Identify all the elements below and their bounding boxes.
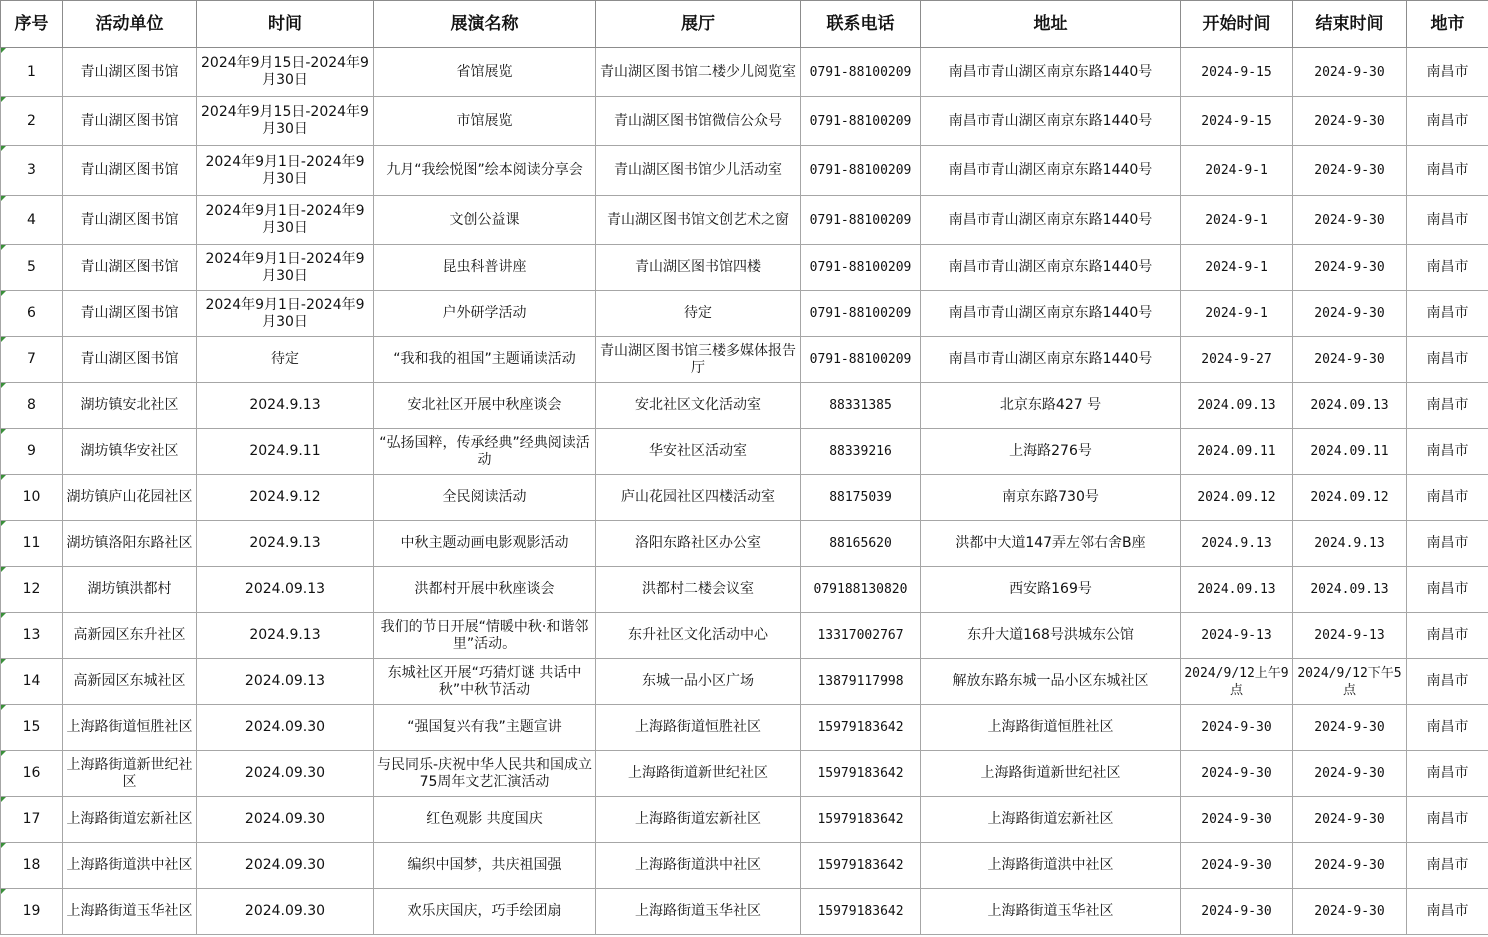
cell-organizer[interactable]: 上海路街道洪中社区 [63, 843, 197, 889]
cell-index[interactable]: 12 [1, 567, 63, 613]
cell-venue[interactable]: 东升社区文化活动中心 [596, 613, 801, 659]
table-row[interactable] [1, 291, 1488, 337]
cell-time[interactable]: 2024.9.11 [197, 429, 374, 475]
cell-event-name[interactable]: 编织中国梦，共庆祖国强 [374, 843, 596, 889]
col-header-index[interactable]: 序号 [1, 1, 63, 48]
cell-index[interactable]: 8 [1, 383, 63, 429]
cell-start-time[interactable]: 2024.9.13 [1181, 521, 1293, 567]
cell-venue[interactable]: 洛阳东路社区办公室 [596, 521, 801, 567]
table-row[interactable] [1, 843, 1488, 889]
cell-city[interactable]: 南昌市 [1407, 196, 1488, 245]
cell-event-name[interactable]: 全民阅读活动 [374, 475, 596, 521]
cell-address[interactable]: 解放东路东城一品小区东城社区 [921, 659, 1181, 705]
cell-city[interactable]: 南昌市 [1407, 889, 1488, 935]
cell-address[interactable]: 东升大道168号洪城东公馆 [921, 613, 1181, 659]
cell-time[interactable]: 2024.9.12 [197, 475, 374, 521]
cell-organizer[interactable]: 青山湖区图书馆 [63, 291, 197, 337]
cell-time[interactable]: 2024.9.13 [197, 383, 374, 429]
cell-time[interactable]: 2024.09.13 [197, 659, 374, 705]
cell-time[interactable]: 2024.09.30 [197, 797, 374, 843]
cell-time[interactable]: 2024.09.30 [197, 751, 374, 797]
cell-start-time[interactable]: 2024-9-15 [1181, 97, 1293, 146]
cell-organizer[interactable]: 青山湖区图书馆 [63, 196, 197, 245]
cell-index[interactable]: 13 [1, 613, 63, 659]
cell-address[interactable]: 北京东路427 号 [921, 383, 1181, 429]
cell-organizer[interactable]: 上海路街道新世纪社区 [63, 751, 197, 797]
cell-venue[interactable]: 青山湖区图书馆二楼少儿阅览室 [596, 48, 801, 97]
table-row[interactable] [1, 475, 1488, 521]
cell-organizer[interactable]: 上海路街道宏新社区 [63, 797, 197, 843]
header-row [1, 1, 1488, 48]
cell-end-time[interactable]: 2024/9/12下午5点 [1293, 659, 1407, 705]
cell-time[interactable]: 2024.9.13 [197, 521, 374, 567]
cell-city[interactable]: 南昌市 [1407, 475, 1488, 521]
table-row[interactable] [1, 751, 1488, 797]
cell-end-time[interactable]: 2024-9-30 [1293, 291, 1407, 337]
cell-end-time[interactable]: 2024-9-30 [1293, 48, 1407, 97]
cell-venue[interactable]: 庐山花园社区四楼活动室 [596, 475, 801, 521]
cell-venue[interactable]: 待定 [596, 291, 801, 337]
cell-time[interactable]: 2024年9月1日-2024年9月30日 [197, 146, 374, 196]
cell-organizer[interactable]: 湖坊镇洛阳东路社区 [63, 521, 197, 567]
col-header-venue[interactable]: 展厅 [596, 1, 801, 48]
table-row[interactable] [1, 659, 1488, 705]
cell-start-time[interactable]: 2024-9-15 [1181, 48, 1293, 97]
table-row[interactable] [1, 613, 1488, 659]
cell-event-name[interactable]: 安北社区开展中秋座谈会 [374, 383, 596, 429]
cell-address[interactable]: 南昌市青山湖区南京东路1440号 [921, 245, 1181, 291]
cell-end-time[interactable]: 2024.09.13 [1293, 567, 1407, 613]
cell-city[interactable]: 南昌市 [1407, 521, 1488, 567]
table-row[interactable] [1, 146, 1488, 196]
cell-phone[interactable]: 88165620 [801, 521, 921, 567]
col-header-start-time[interactable]: 开始时间 [1181, 1, 1293, 48]
cell-start-time[interactable]: 2024-9-30 [1181, 889, 1293, 935]
cell-event-name[interactable]: “强国复兴有我”主题宣讲 [374, 705, 596, 751]
cell-index[interactable]: 3 [1, 146, 63, 196]
cell-phone[interactable]: 0791-88100209 [801, 245, 921, 291]
col-header-time[interactable]: 时间 [197, 1, 374, 48]
col-header-address[interactable]: 地址 [921, 1, 1181, 48]
cell-city[interactable]: 南昌市 [1407, 705, 1488, 751]
cell-end-time[interactable]: 2024-9-30 [1293, 751, 1407, 797]
cell-city[interactable]: 南昌市 [1407, 429, 1488, 475]
cell-phone[interactable]: 88339216 [801, 429, 921, 475]
cell-city[interactable]: 南昌市 [1407, 146, 1488, 196]
cell-phone[interactable]: 15979183642 [801, 751, 921, 797]
cell-event-name[interactable]: 中秋主题动画电影观影活动 [374, 521, 596, 567]
cell-venue[interactable]: 上海路街道新世纪社区 [596, 751, 801, 797]
cell-address[interactable]: 上海路街道宏新社区 [921, 797, 1181, 843]
cell-city[interactable]: 南昌市 [1407, 48, 1488, 97]
table-row[interactable] [1, 337, 1488, 383]
cell-event-name[interactable]: 昆虫科普讲座 [374, 245, 596, 291]
cell-end-time[interactable]: 2024-9-30 [1293, 146, 1407, 196]
cell-index[interactable]: 10 [1, 475, 63, 521]
cell-city[interactable]: 南昌市 [1407, 337, 1488, 383]
cell-time[interactable]: 2024.09.30 [197, 843, 374, 889]
cell-start-time[interactable]: 2024.09.13 [1181, 383, 1293, 429]
cell-end-time[interactable]: 2024-9-30 [1293, 705, 1407, 751]
cell-address[interactable]: 西安路169号 [921, 567, 1181, 613]
cell-end-time[interactable]: 2024-9-30 [1293, 245, 1407, 291]
cell-start-time[interactable]: 2024-9-13 [1181, 613, 1293, 659]
cell-index[interactable]: 18 [1, 843, 63, 889]
cell-venue[interactable]: 青山湖区图书馆三楼多媒体报告厅 [596, 337, 801, 383]
cell-time[interactable]: 2024年9月1日-2024年9月30日 [197, 245, 374, 291]
cell-organizer[interactable]: 青山湖区图书馆 [63, 245, 197, 291]
cell-city[interactable]: 南昌市 [1407, 613, 1488, 659]
cell-address[interactable]: 南昌市青山湖区南京东路1440号 [921, 146, 1181, 196]
cell-address[interactable]: 上海路街道新世纪社区 [921, 751, 1181, 797]
cell-phone[interactable]: 0791-88100209 [801, 196, 921, 245]
cell-address[interactable]: 南昌市青山湖区南京东路1440号 [921, 97, 1181, 146]
cell-end-time[interactable]: 2024-9-30 [1293, 97, 1407, 146]
cell-organizer[interactable]: 青山湖区图书馆 [63, 97, 197, 146]
cell-index[interactable]: 19 [1, 889, 63, 935]
cell-time[interactable]: 2024年9月15日-2024年9月30日 [197, 97, 374, 146]
cell-address[interactable]: 南昌市青山湖区南京东路1440号 [921, 196, 1181, 245]
cell-index[interactable]: 16 [1, 751, 63, 797]
cell-event-name[interactable]: 九月“我绘悦图”绘本阅读分享会 [374, 146, 596, 196]
table-row[interactable] [1, 567, 1488, 613]
cell-venue[interactable]: 东城一品小区广场 [596, 659, 801, 705]
cell-organizer[interactable]: 青山湖区图书馆 [63, 146, 197, 196]
cell-city[interactable]: 南昌市 [1407, 383, 1488, 429]
col-header-event-name[interactable]: 展演名称 [374, 1, 596, 48]
cell-organizer[interactable]: 湖坊镇华安社区 [63, 429, 197, 475]
cell-start-time[interactable]: 2024-9-1 [1181, 245, 1293, 291]
cell-event-name[interactable]: “弘扬国粹，传承经典”经典阅读活动 [374, 429, 596, 475]
cell-phone[interactable]: 13879117998 [801, 659, 921, 705]
cell-phone[interactable]: 0791-88100209 [801, 48, 921, 97]
cell-city[interactable]: 南昌市 [1407, 843, 1488, 889]
cell-event-name[interactable]: 市馆展览 [374, 97, 596, 146]
cell-end-time[interactable]: 2024-9-30 [1293, 843, 1407, 889]
cell-venue[interactable]: 青山湖区图书馆少儿活动室 [596, 146, 801, 196]
cell-end-time[interactable]: 2024.9.13 [1293, 521, 1407, 567]
cell-time[interactable]: 2024.9.13 [197, 613, 374, 659]
cell-organizer[interactable]: 上海路街道玉华社区 [63, 889, 197, 935]
cell-event-name[interactable]: 欢乐庆国庆，巧手绘团扇 [374, 889, 596, 935]
cell-city[interactable]: 南昌市 [1407, 567, 1488, 613]
cell-phone[interactable]: 15979183642 [801, 843, 921, 889]
cell-organizer[interactable]: 青山湖区图书馆 [63, 337, 197, 383]
cell-venue[interactable]: 上海路街道恒胜社区 [596, 705, 801, 751]
table-row[interactable] [1, 97, 1488, 146]
cell-event-name[interactable]: 省馆展览 [374, 48, 596, 97]
cell-phone[interactable]: 88331385 [801, 383, 921, 429]
cell-end-time[interactable]: 2024.09.12 [1293, 475, 1407, 521]
cell-index[interactable]: 11 [1, 521, 63, 567]
table-row[interactable] [1, 383, 1488, 429]
cell-end-time[interactable]: 2024.09.13 [1293, 383, 1407, 429]
cell-venue[interactable]: 青山湖区图书馆文创艺术之窗 [596, 196, 801, 245]
cell-organizer[interactable]: 高新园区东城社区 [63, 659, 197, 705]
cell-venue[interactable]: 上海路街道洪中社区 [596, 843, 801, 889]
cell-index[interactable]: 6 [1, 291, 63, 337]
cell-start-time[interactable]: 2024.09.13 [1181, 567, 1293, 613]
cell-time[interactable]: 2024.09.30 [197, 889, 374, 935]
cell-phone[interactable]: 15979183642 [801, 705, 921, 751]
cell-address[interactable]: 南昌市青山湖区南京东路1440号 [921, 337, 1181, 383]
cell-venue[interactable]: 青山湖区图书馆微信公众号 [596, 97, 801, 146]
cell-venue[interactable]: 洪都村二楼会议室 [596, 567, 801, 613]
cell-time[interactable]: 待定 [197, 337, 374, 383]
cell-address[interactable]: 南京东路730号 [921, 475, 1181, 521]
cell-index[interactable]: 2 [1, 97, 63, 146]
cell-venue[interactable]: 上海路街道玉华社区 [596, 889, 801, 935]
cell-start-time[interactable]: 2024-9-30 [1181, 797, 1293, 843]
cell-phone[interactable]: 0791-88100209 [801, 97, 921, 146]
cell-event-name[interactable]: 我们的节日开展“情暖中秋·和谐邻里”活动。 [374, 613, 596, 659]
cell-index[interactable]: 4 [1, 196, 63, 245]
cell-organizer[interactable]: 湖坊镇庐山花园社区 [63, 475, 197, 521]
cell-phone[interactable]: 0791-88100209 [801, 337, 921, 383]
cell-city[interactable]: 南昌市 [1407, 97, 1488, 146]
cell-start-time[interactable]: 2024-9-1 [1181, 196, 1293, 245]
cell-venue[interactable]: 青山湖区图书馆四楼 [596, 245, 801, 291]
cell-phone[interactable]: 079188130820 [801, 567, 921, 613]
cell-time[interactable]: 2024.09.30 [197, 705, 374, 751]
table-row[interactable] [1, 521, 1488, 567]
cell-phone[interactable]: 13317002767 [801, 613, 921, 659]
cell-city[interactable]: 南昌市 [1407, 751, 1488, 797]
cell-start-time[interactable]: 2024-9-30 [1181, 751, 1293, 797]
cell-phone[interactable]: 0791-88100209 [801, 146, 921, 196]
cell-end-time[interactable]: 2024.09.11 [1293, 429, 1407, 475]
cell-event-name[interactable]: 与民同乐-庆祝中华人民共和国成立75周年文艺汇演活动 [374, 751, 596, 797]
cell-address[interactable]: 上海路街道洪中社区 [921, 843, 1181, 889]
table-body [1, 48, 1488, 935]
cell-start-time[interactable]: 2024-9-30 [1181, 705, 1293, 751]
table-row[interactable] [1, 48, 1488, 97]
cell-organizer[interactable]: 高新园区东升社区 [63, 613, 197, 659]
cell-city[interactable]: 南昌市 [1407, 659, 1488, 705]
cell-organizer[interactable]: 青山湖区图书馆 [63, 48, 197, 97]
cell-start-time[interactable]: 2024-9-27 [1181, 337, 1293, 383]
cell-venue[interactable]: 上海路街道宏新社区 [596, 797, 801, 843]
cell-phone[interactable]: 15979183642 [801, 889, 921, 935]
cell-index[interactable]: 5 [1, 245, 63, 291]
cell-phone[interactable]: 15979183642 [801, 797, 921, 843]
cell-start-time[interactable]: 2024-9-1 [1181, 146, 1293, 196]
cell-start-time[interactable]: 2024/9/12上午9点 [1181, 659, 1293, 705]
cell-address[interactable]: 洪都中大道147弄左邻右舍B座 [921, 521, 1181, 567]
cell-start-time[interactable]: 2024.09.12 [1181, 475, 1293, 521]
cell-event-name[interactable]: 文创公益课 [374, 196, 596, 245]
cell-phone[interactable]: 88175039 [801, 475, 921, 521]
cell-organizer[interactable]: 上海路街道恒胜社区 [63, 705, 197, 751]
cell-time[interactable]: 2024年9月15日-2024年9月30日 [197, 48, 374, 97]
cell-time[interactable]: 2024年9月1日-2024年9月30日 [197, 196, 374, 245]
table-row[interactable] [1, 429, 1488, 475]
cell-time[interactable]: 2024.09.13 [197, 567, 374, 613]
cell-end-time[interactable]: 2024-9-30 [1293, 889, 1407, 935]
cell-address[interactable]: 上海路街道恒胜社区 [921, 705, 1181, 751]
col-header-phone[interactable]: 联系电话 [801, 1, 921, 48]
cell-start-time[interactable]: 2024-9-30 [1181, 843, 1293, 889]
cell-event-name[interactable]: 户外研学活动 [374, 291, 596, 337]
cell-organizer[interactable]: 湖坊镇洪都村 [63, 567, 197, 613]
cell-phone[interactable]: 0791-88100209 [801, 291, 921, 337]
cell-end-time[interactable]: 2024-9-13 [1293, 613, 1407, 659]
cell-index[interactable]: 14 [1, 659, 63, 705]
cell-time[interactable]: 2024年9月1日-2024年9月30日 [197, 291, 374, 337]
cell-index[interactable]: 15 [1, 705, 63, 751]
cell-address[interactable]: 上海路276号 [921, 429, 1181, 475]
cell-organizer[interactable]: 湖坊镇安北社区 [63, 383, 197, 429]
cell-city[interactable]: 南昌市 [1407, 291, 1488, 337]
cell-end-time[interactable]: 2024-9-30 [1293, 797, 1407, 843]
cell-index[interactable]: 1 [1, 48, 63, 97]
cell-index[interactable]: 9 [1, 429, 63, 475]
cell-start-time[interactable]: 2024.09.11 [1181, 429, 1293, 475]
cell-address[interactable]: 南昌市青山湖区南京东路1440号 [921, 291, 1181, 337]
col-header-city[interactable]: 地市 [1407, 1, 1488, 48]
cell-start-time[interactable]: 2024-9-1 [1181, 291, 1293, 337]
cell-end-time[interactable]: 2024-9-30 [1293, 196, 1407, 245]
cell-event-name[interactable]: 红色观影 共度国庆 [374, 797, 596, 843]
cell-end-time[interactable]: 2024-9-30 [1293, 337, 1407, 383]
table-row[interactable] [1, 797, 1488, 843]
col-header-end-time[interactable]: 结束时间 [1293, 1, 1407, 48]
cell-venue[interactable]: 华安社区活动室 [596, 429, 801, 475]
cell-city[interactable]: 南昌市 [1407, 797, 1488, 843]
table-row[interactable] [1, 245, 1488, 291]
cell-address[interactable]: 南昌市青山湖区南京东路1440号 [921, 48, 1181, 97]
cell-address[interactable]: 上海路街道玉华社区 [921, 889, 1181, 935]
cell-index[interactable]: 7 [1, 337, 63, 383]
cell-event-name[interactable]: 东城社区开展“巧猜灯谜 共话中秋”中秋节活动 [374, 659, 596, 705]
cell-event-name[interactable]: 洪都村开展中秋座谈会 [374, 567, 596, 613]
table-row[interactable] [1, 196, 1488, 245]
table-row[interactable] [1, 889, 1488, 935]
cell-venue[interactable]: 安北社区文化活动室 [596, 383, 801, 429]
col-header-organizer[interactable]: 活动单位 [63, 1, 197, 48]
cell-index[interactable]: 17 [1, 797, 63, 843]
cell-event-name[interactable]: “我和我的祖国”主题诵读活动 [374, 337, 596, 383]
cell-city[interactable]: 南昌市 [1407, 245, 1488, 291]
table-row[interactable] [1, 705, 1488, 751]
